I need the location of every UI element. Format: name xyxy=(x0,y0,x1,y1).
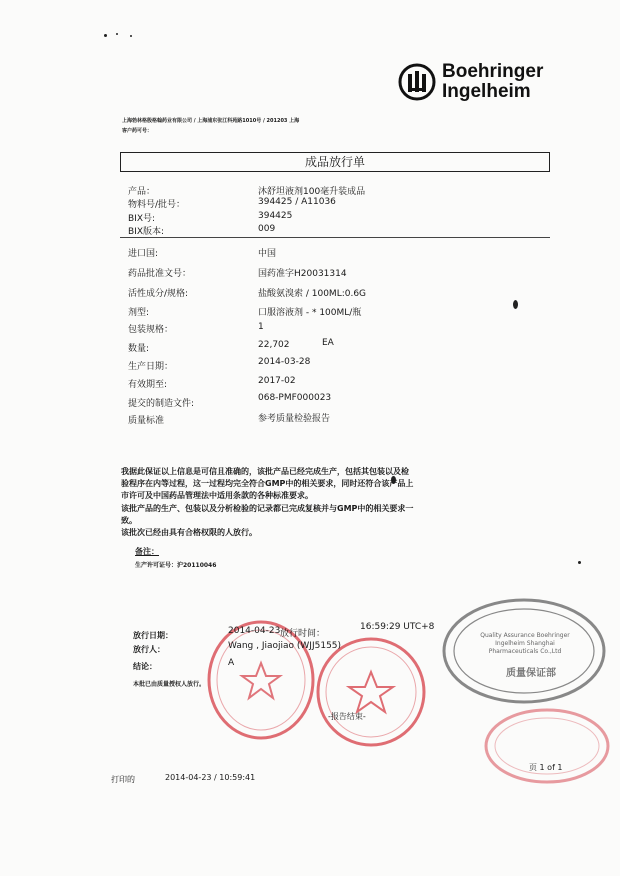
release-date-value: 2014-04-23 xyxy=(228,626,281,636)
production-date-value: 2014-03-28 xyxy=(258,357,311,367)
scan-speck xyxy=(116,33,118,35)
releaser-value: Wang , Jiaojiao (WJJ5155) xyxy=(228,641,342,651)
quantity-unit: EA xyxy=(322,338,334,348)
approval-number-value: 国药准字H20031314 xyxy=(258,269,347,279)
scan-speck xyxy=(104,34,107,37)
quality-standard-value: 参考质量检验报告 xyxy=(258,414,331,424)
logo-line2: Ingelheim xyxy=(442,81,531,102)
document-title: 成品放行单 xyxy=(120,152,550,172)
declaration-line: 该批产品的生产、包装以及分析检验的记录都已完成复核并与GMP中的相关要求一 xyxy=(121,504,414,513)
declaration-line: 该批次已经由具有合格权限的人放行。 xyxy=(121,528,257,537)
material-batch-value: 394425 / A11036 xyxy=(258,197,336,207)
qa-seal-cn: 质量保证部 xyxy=(506,668,556,679)
dosage-form-label: 剂型: xyxy=(128,308,150,318)
package-spec-label: 包装规格： xyxy=(128,325,174,335)
expiry-value: 2017-02 xyxy=(258,376,296,386)
product-label: 产品： xyxy=(128,187,156,197)
divider xyxy=(120,237,550,238)
bix-number-value: 394425 xyxy=(258,211,293,221)
release-time-label: 放行时间： xyxy=(280,629,326,639)
release-time-value: 16:59:29 UTC+8 xyxy=(360,622,435,632)
dosage-form-value: 口服溶液剂 - * 100ML/瓶 xyxy=(258,308,362,318)
quantity-value: 22,702 xyxy=(258,340,290,350)
scan-speck xyxy=(578,561,581,564)
material-batch-label: 物料号/批号： xyxy=(128,200,186,210)
release-date-label: 放行日期： xyxy=(133,631,173,640)
manufacturing-file-label: 提交的制造文件: xyxy=(128,399,195,409)
declaration-line: 致。 xyxy=(121,516,137,525)
report-end: -报告结束- xyxy=(328,712,366,721)
expiry-label: 有效期至: xyxy=(128,380,168,390)
package-spec-value: 1 xyxy=(258,322,264,332)
logo-line1: Boehringer xyxy=(442,61,544,82)
approval-number-label: 药品批准文号： xyxy=(128,269,192,279)
red-oval-seal-icon xyxy=(482,706,612,786)
conclusion-label: 结论： xyxy=(133,662,157,671)
bix-version-value: 009 xyxy=(258,224,276,234)
client-number-label: 客户药可号： xyxy=(122,128,153,134)
declaration-line: 我据此保证以上信息是可信且准确的，该批产品已经完成生产，包括其包装以及检 xyxy=(121,467,409,476)
bix-number-label: BIX号: xyxy=(128,214,156,224)
import-country-value: 中国 xyxy=(258,249,277,259)
import-country-label: 进口国: xyxy=(128,249,159,259)
authorized-note: 本批已由质量授权人放行。 xyxy=(133,681,206,688)
page-indicator: 页 1 of 1 xyxy=(529,763,563,772)
manufacturing-file-value: 068-PMF000023 xyxy=(258,393,332,403)
releaser-label: 放行人： xyxy=(133,645,165,654)
print-label: 打印的 xyxy=(111,775,135,784)
conclusion-value: A xyxy=(228,658,235,668)
product-value: 沐舒坦液剂100毫升装成品 xyxy=(258,187,366,197)
notes-label: 备注： xyxy=(135,547,159,556)
production-license: 生产许可证号：沪20110046 xyxy=(135,562,217,569)
red-circular-seal-icon xyxy=(312,634,430,750)
quality-standard-label: 质量标准 xyxy=(128,416,165,426)
declaration-line: 市许可及中国药品管理法中适用条款的各种标准要求。 xyxy=(121,491,313,500)
boehringer-logo-icon xyxy=(398,63,436,101)
scan-speck xyxy=(513,300,518,309)
declaration-line: 验程序在内等过程，这一过程均完全符合GMP中的相关要求，同时还符合该产品上 xyxy=(121,479,414,488)
qa-seal-text: Quality Assurance Boehringer Ingelheim Shanghai Pharmaceuticals Co.,Ltd xyxy=(480,632,570,655)
quantity-label: 数量: xyxy=(128,344,150,354)
production-date-label: 生产日期： xyxy=(128,362,174,372)
scan-speck xyxy=(130,35,132,37)
bix-version-label: BIX版本: xyxy=(128,227,165,237)
active-ingredient-label: 活性成分/规格: xyxy=(128,289,189,299)
active-ingredient-value: 盐酸氨溴索 / 100ML:0.6G xyxy=(258,289,367,299)
print-datetime: 2014-04-23 / 10:59:41 xyxy=(165,773,256,782)
company-address: 上海勃林格殷格翰药业有限公司 / 上海浦东张江科苑路1010号 / 201203 上海 xyxy=(122,118,300,124)
